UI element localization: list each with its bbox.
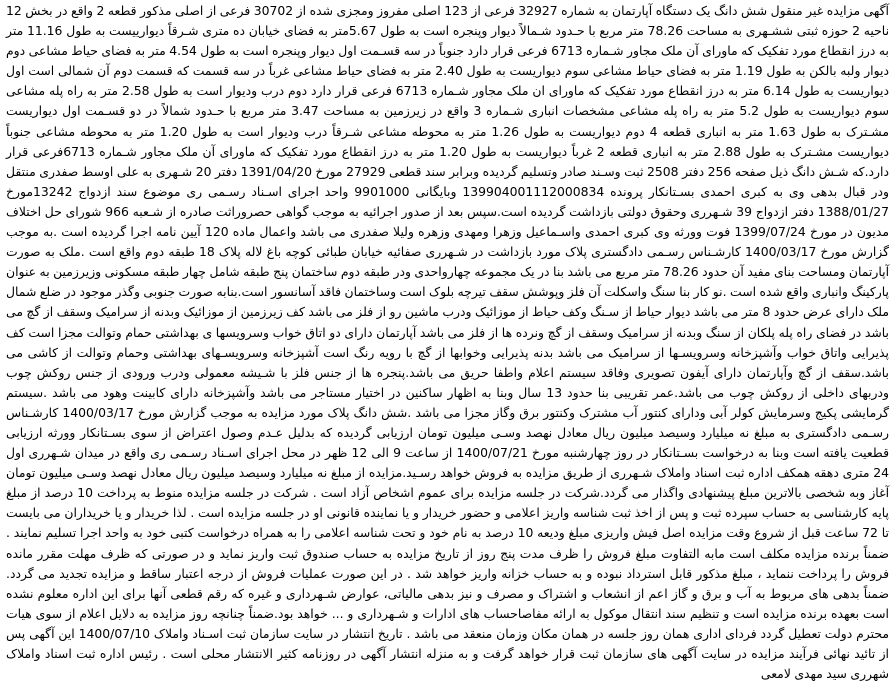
auction-notice-text: آگهی مزایده غیر منقول شش دانگ یک دستگاه آپارتمان به شماره 32927 فرعی از 123 اصلی مفروز ومجزی شده از 30702 فرعی از اصلی مذکور قطعه 2 واقع در بخش 12 ناحیه 2 حوزه ثبتی ششـهری به مساحت 78.26 متر مربع با حـدود شـمالاً دیوار وپنجره است به طول 5.67متر به فضای خیابان ده متری شـرقاً دیوارییست به طول 11.16 متر به درز انقطاع مورد تفکیک که ماورای آن ملک مجاور شـماره 6713 فرعی قرار دارد جنوباً در سه قسـمت اول دیوار وپنجره است به طول 4.54 متر به فضای حیاط مشاعی دوم دیوار ولبه بالکن به طول 1.19 متر به فضای حیاط مشاعی سوم دیواریست به طول 2.40 متر به فضای حیاط مشاعی غرباً در سه قسمت که قسمت دوم آن شمالی است اول دیواریست به طول 6.14 متر به درز انقطاع مورد تفکیک که ماورای ان ملک مجاور شـماره 6713 فرعی قرار دارد دوم درب ودیوار است به طول 2.58 متر به راه پله مشاعی سوم دیواریست به طول 5.2 متر به راه پله مشاعی مشخصات انباری شـماره 3 واقع در زیرزمین به مساحت 3.47 متر مربع با حـدود شمالاً در دو قسـمت اول دیواریست مشـترک به طول 1.63 متر به انباری قطعه 4 دوم دیواریست به طول 1.26 متر به محوطه مشاعی شـرقاً درب ودیوار است به طول 1.20 متر به محوطه مشاعی جنوباً دیواریست مشـترک به طول 2.88 متر به انباری قطعه 2 غرباً دیواریست به طول 1.20 متر به درز انقطاع مورد تفکیک که ماورای آن ملک مجاور شـماره 6713فرعی قرار دارد.که شـش دانگ ذیل صفحه 256 دفتر 2508 ثبت وسـند صادر وتسلیم گردیده وبرابر سند قطعی 27929 مورخ 1391/04/20 دفتر 20 شـهری به علی اوسط صفدری منتقل ودر قبال بدهی وی به کبری احمدی بسـتانکار پرونده 139904001112000834 وبایگانی 9901000 واحد اجرای اسـناد رسـمی ری موضوع سند ازدواج 13242مورخ 1388/01/27 دفتر ازدواج 39 شـهرری وحقوق دولتی بازداشت گردیده است.سپس بعد از صدور اجرائیه به موجب گواهی حصروراثت صادره از شـعبه 966 شورای حل اختلاف مدیون در مورخ 1399/07/24 فوت وورثه وی کبری احمدی واسـماعیل وزهرا ومهدی وزهره ولیلا صفدری می باشد واعمال ماده 120 آیین نامه اجرا گردیده است .به موجب گزارش مورخ 1400/03/17 کارشـناس رسـمی دادگستری پلاک مورد بازداشت در شـهرری صفائیه خیابان طبائی کوچه باغ لاله پلاک 18 طبقه دوم واقع است .ملک به صورت آپارتمان ومساحت بنای مفید آن حدود 78.26 متر مربع می باشد بنا در یک مجموعه چهارواحدی ودر طبقه دوم ساختمان پنج طبقه شامل چهار طبقه مسکونی وزیرزمین به عنوان پارکینگ وانباری واقع شده است .نو کار بنا سنگ واسکلت آن فلز وپوشش سقف تیرچه بلوک است وساختمان فاقد آسانسور است.بنابه صورت جنوبی وگذر موجود در ضلع شمال ملک دارای عرض حدود 8 متر می باشد دیوار حیاط از سـنگ وکف حیاط از موزائیک ودرب ماشین رو از فلز می باشد کف زیرزمین از موزائیک وبدنه از سرامیک وسقف از گچ می باشد در فضای راه پله پلکان از سنگ وبدنه از سرامیک وسقف از گچ ونرده ها از فلز می باشد آپارتمان دارای دو اتاق خواب وسرویسها ی بهداشتی حمام وتوالت مجزا است کف پذیرایی واتاق خواب وآشپزخانه وسرویسـها از سرامیک می باشد بدنه پذیرایی وخوابها از گچ با رویه رنگ است آشپزخانه وسرویسـهای بهداشتی وحمام وتوالت از کاشی می باشد.سقف از گچ وآپارتمان دارای آیفون تصویری وفاقد سیستم اعلام واطفا حریق می باشد.پنجره ها از جنس فلز با شـیشه معمولی ودرب ورودی از جنس روکش چوب ودربهای داخلی از روکش چوب می باشد.عمر تقریبی بنا حدود 13 سال وبنا به اظهار ساکنین در اختیار مستاجر می باشد وآشپزخانه دارای کابینت وهود می باشد .سیستم گرمایشی پکیج وسرمایش کولر آبی ودارای کنتور آب مشترک وکنتور برق وگاز مجزا می باشد .شش دانگ پلاک مورد مزایده به موجب گزارش مورخ 1400/03/17 کارشـناس رسـمی دادگستری به مبلغ نه میلیارد وسیصد میلیون ریال معادل نهصد وسـی میلیون تومان ارزیابی گردیده که بدلیل عـدم وصول اعتراض از سوی بسـتانکار وورثه ارزیابی قطعیت یافته است وبنا به درخواست بسـتانکار در روز چهارشنبه مورخ 1400/07/21 از ساعت 9 الی 12 ظهر در محل اجرای اسـناد رسـمی ری واقع در میدان شـهرری اول 24 متری دهقه همکف اداره ثبت اسناد واملاک شـهرری از طریق مزایده به فروش خواهد رسـید.مزایده از مبلغ نه میلیارد وسیصد میلیون ریال معادل نهصد وسـی میلیون تومان آغاز وبه شخصی بالاترین مبلغ پیشنهادی واگذار می گردد.شرکت در جلسه مزایده برای عموم اشخاص آزاد است . شرکت در جلسه مزایده منوط به پرداخت 10 درصد از مبلغ پایه کارشناسی به حساب سپرده ثبت و پس از اخذ ثبت شناسه واریز اعلامی و حضور خریدار و یا نماینده قانونی او در جلسه مزایده است . لذا خریدار و یا خریداران می بایست تا 72 ساعت قبل از شروع وقت مزایده اصل فیش واریزی مبلغ ودیعه 10 درصد به نام خود و تحت شناسه اعلامی را به همراه درخواست کتبی خود به واحد اجرا تسلیم نمایند . ضمناً برنده مزایده مکلف است مابه التفاوت مبلغ فروش را ظرف مدت پنج روز از تاریخ مزایده به حساب صندوق ثبت واریز نماید و در صورتی که ظرف مهلت مقرر مانده فروش را پرداخت ننماید ، مبلغ مذکور قابل استرداد نبوده و به حساب خزانه واریز خواهد شد . در این صورت عملیات فروش از درجه اعتبار ساقط و مزایده تجدید می گردد. ضمناً بدهی های مربوط به آب و برق و گاز اعم از انشعاب و اشتراک و مصرف و نیز بدهی مالیاتی، عوارض شـهرداری و غیره که رقم قطعی آنها برای این اداره معلوم نشده است بعهده برنده مزایده است و تنظیم سند انتقال موکول به ارائه مفاصاحساب های ادارات و شـهرداری و ... خواهد بود.ضمناً چنانچه روز مزایده به دلایل اعلام از سوی هیات محترم دولت تعطیل گردد فردای اداری همان روز جلسه در همان مکان وزمان منعقد می باشد . تاریخ انتشار در سایت سازمان ثبت اسـناد واملاک 1400/07/10 این آگهی پس از تائید نهائی فرآیند مزایده در سایت آگهی های سازمان ثبت قرار خواهد گرفت و به منزله انتشار آگهی در روزنامه کثیر الانتشار محلی است . رئیس اداره ثبت اسناد واملاک شهرری سید مهدی لامعی (6, 3, 890, 682)
